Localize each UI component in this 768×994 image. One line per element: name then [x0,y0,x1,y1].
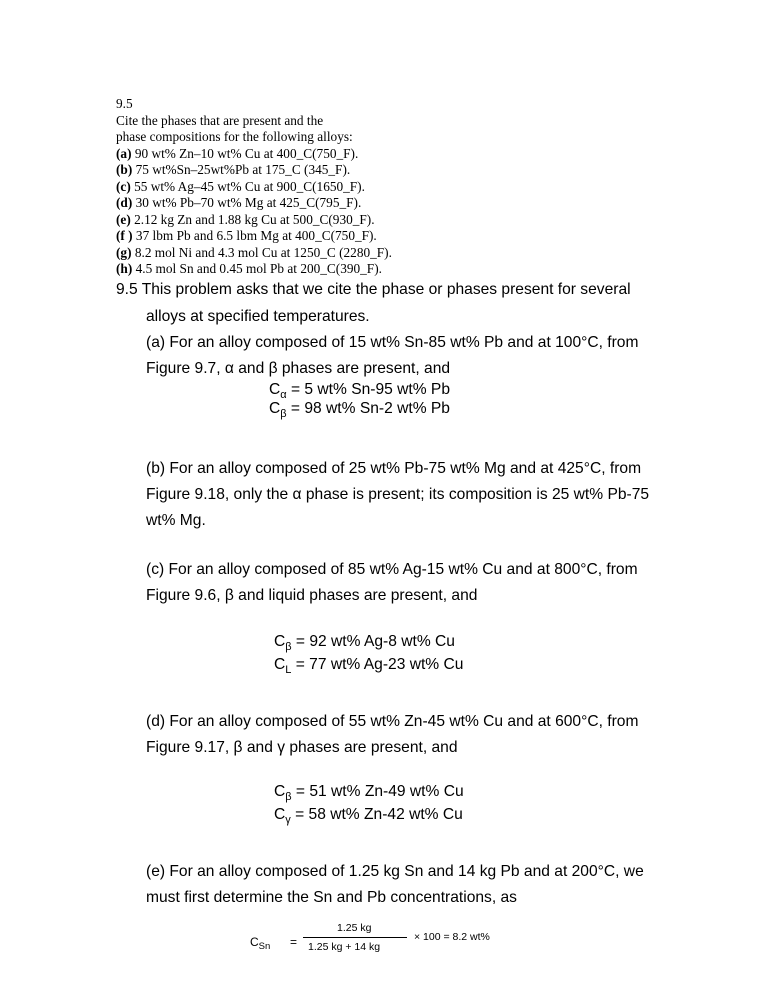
item-tag: (h) [116,261,133,276]
item-text: 8.2 mol Ni and 4.3 mol Cu at 1250_C (2280_F). [131,244,392,260]
item-tag: (a) [116,145,132,161]
item-text: 30 wt% Pb–70 wt% Mg at 425_C(795_F). [132,195,362,210]
equation-subscript: Sn [258,941,271,952]
item-text: 2.12 kg Zn and 1.88 kg Cu at 500_C(930_F). [130,211,375,227]
equation-symbol: $C_{Sn}$ [250,935,271,952]
equation-value: = 58 wt% Zn-42 wt% Cu [290,806,463,823]
problem-item-c [116,179,636,196]
part-b-line-1: (b) For an alloy composed of 25 wt% Pb-75 wt% Mg and at 425°C, from [146,460,642,477]
part-d-equation-beta [274,783,464,801]
fraction-bar [303,937,407,938]
equation-value: = 77 wt% Ag-23 wt% Cu [291,656,464,673]
part-c-line-2: Figure 9.6, β and liquid phases are present, and [146,587,478,604]
equation-symbol: C [274,633,286,650]
equation-symbol: C [274,656,286,673]
equation-result: × 100 = 8.2 wt% [414,931,490,943]
part-a-equation-alpha [269,381,450,399]
part-b-line-2: Figure 9.18, only the α phase is present; its composition is 25 wt% Pb-75 [146,486,650,503]
equation-subscript: β [285,641,292,653]
problem-intro-line-1: Cite the phases that are present and the [116,112,324,128]
solution-heading-line-2: alloys at specified temperatures. [146,308,370,325]
equation-subscript: L [285,664,292,676]
equation-symbol: C [274,783,286,800]
equation-value: = 98 wt% Sn-2 wt% Pb [286,400,450,417]
problem-item-b [116,162,636,179]
equation-value: = 92 wt% Ag-8 wt% Cu [291,633,455,650]
equation-subscript: γ [285,814,291,826]
problem-item-g [116,245,636,262]
problem-statement [116,96,636,278]
problem-item-f [116,228,636,245]
problem-intro-line-2: phase compositions for the following alloys: [116,129,353,144]
item-tag: (g) [116,244,132,260]
item-tag: (c) [116,178,131,194]
equation-subscript: β [280,408,287,420]
equation-symbol: C [274,806,286,823]
problem-item-h [116,261,636,278]
item-tag: (f ) [116,228,133,243]
equation-value: = 5 wt% Sn-95 wt% Pb [286,381,451,398]
item-text: 37 lbm Pb and 6.5 lbm Mg at 400_C(750_F). [132,228,377,243]
solution-heading-line-1: 9.5 This problem asks that we cite the phase or phases present for several [116,281,631,298]
item-text: 75 wt%Sn–25wt%Pb at 175_C (345_F). [132,162,351,177]
part-e-line-2: must first determine the Sn and Pb concentrations, as [146,889,517,906]
fraction-denominator: 1.25 kg + 14 kg [308,941,381,953]
equation-symbol: C [269,400,281,417]
part-d-line-2: Figure 9.17, β and γ phases are present, and [146,739,458,756]
part-a-equation-beta [269,400,450,418]
part-e-line-1: (e) For an alloy composed of 1.25 kg Sn and 14 kg Pb and at 200°C, we [146,863,644,880]
item-text: 90 wt% Zn–10 wt% Cu at 400_C(750_F). [131,145,359,161]
problem-number: 9.5 [116,96,133,111]
part-a-line-1: (a) For an alloy composed of 15 wt% Sn-85 wt% Pb and at 100°C, from [146,334,639,351]
problem-item-d [116,195,636,212]
equation-symbol: C [269,381,281,398]
equation-subscript: α [280,389,287,401]
equation-subscript: β [285,791,292,803]
item-text: 55 wt% Ag–45 wt% Cu at 900_C(1650_F). [130,178,365,194]
equation-value: = 51 wt% Zn-49 wt% Cu [291,783,464,800]
part-d-line-1: (d) For an alloy composed of 55 wt% Zn-45 wt% Cu and at 600°C, from [146,713,639,730]
part-c-equation-beta [274,633,455,651]
problem-item-a [116,146,636,163]
item-tag: (d) [116,195,133,210]
part-c-line-1: (c) For an alloy composed of 85 wt% Ag-15 wt% Cu and at 800°C, from [146,561,638,578]
problem-item-e [116,212,636,229]
part-a-line-2: Figure 9.7, α and β phases are present, and [146,360,451,377]
item-text: 4.5 mol Sn and 0.45 mol Pb at 200_C(390_F). [132,261,382,276]
item-tag: (b) [116,162,133,177]
part-d-equation-gamma [274,806,463,824]
fraction-numerator: 1.25 kg [337,922,372,934]
part-c-equation-liquid [274,656,463,674]
equals-sign: = [290,935,298,949]
item-tag: (e) [116,211,131,227]
part-b-line-3: wt% Mg. [146,512,206,529]
